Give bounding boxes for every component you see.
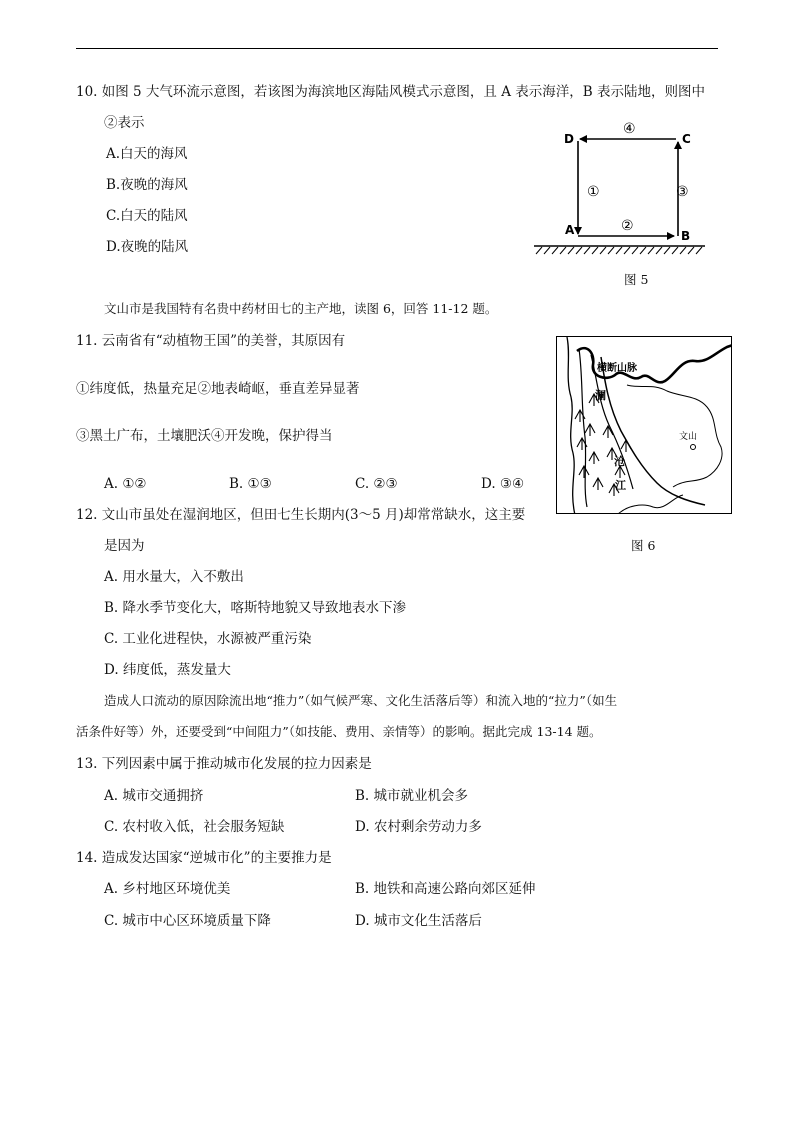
q10-option-c[interactable]: C.白天的陆风 <box>106 208 188 224</box>
q13-option-a[interactable]: A. 城市交通拥挤 <box>104 788 204 804</box>
label-2: ② <box>621 218 634 234</box>
label-c: C <box>682 132 691 146</box>
q11-statement-line1: ①纬度低，热量充足②地表崎岖，垂直差异显著 <box>76 381 360 397</box>
header-rule <box>76 48 718 49</box>
label-3: ③ <box>676 184 689 200</box>
q10-option-a[interactable]: A.白天的海风 <box>106 146 188 162</box>
figure-6-caption: 图 6 <box>631 538 656 553</box>
intro-11-12: 文山市是我国特有名贵中药材田七的主产地，读图 6，回答 11-12 题。 <box>104 301 498 316</box>
q11-stem: 11. 云南省有“动植物王国”的美誉，其原因有 <box>76 333 346 349</box>
q10-option-b[interactable]: B.夜晚的海风 <box>106 177 188 193</box>
label-1: ① <box>587 184 600 200</box>
label-d: D <box>564 132 574 146</box>
q14-option-b[interactable]: B. 地铁和高速公路向郊区延伸 <box>355 881 536 897</box>
q14-option-a[interactable]: A. 乡村地区环境优美 <box>104 881 231 897</box>
q10-option-d[interactable]: D.夜晚的陆风 <box>106 239 189 255</box>
q11-statement-line2: ③黑土广布，土壤肥沃④开发晚，保护得当 <box>76 428 333 444</box>
q12-option-d[interactable]: D. 纬度低，蒸发量大 <box>104 662 231 678</box>
q10-stem-line2: ②表示 <box>104 115 145 131</box>
q14-option-d[interactable]: D. 城市文化生活落后 <box>355 913 482 929</box>
figure-6-map <box>556 336 732 514</box>
figure-5-caption: 图 5 <box>624 272 649 287</box>
q12-option-a[interactable]: A. 用水量大，入不敷出 <box>104 569 244 585</box>
q11-option-a[interactable]: A. ①② <box>104 476 147 492</box>
intro-13-14-line1: 造成人口流动的原因除流出地“推力”（如气候严寒、文化生活落后等）和流入地的“拉力”（如生 <box>104 693 618 708</box>
figure-5-circulation-diagram <box>530 112 715 262</box>
label-b: B <box>681 229 691 243</box>
intro-13-14-line2: 活条件好等）外，还要受到“中间阻力”（如技能、费用、亲情等）的影响。据此完成 13-14 题。 <box>76 724 602 739</box>
q14-stem: 14. 造成发达国家“逆城市化”的主要推力是 <box>76 850 332 866</box>
q13-option-d[interactable]: D. 农村剩余劳动力多 <box>355 819 482 835</box>
label-jiang: 江 <box>615 479 626 492</box>
q10-stem-line1: 10. 如图 5 大气环流示意图，若该图为海滨地区海陆风模式示意图，且 A 表示海洋，B 表示陆地，则图中 <box>76 84 705 100</box>
wenshan-marker <box>691 445 696 450</box>
label-cang: 沧 <box>614 455 625 468</box>
label-lan: 澜 <box>595 389 606 402</box>
border-west <box>567 337 575 514</box>
ridge-west <box>579 349 587 507</box>
label-wenshan: 文山 <box>679 432 698 442</box>
label-hengduan-mountains: 横断山脉 <box>597 363 637 374</box>
q12-stem-line1: 12. 文山市虽处在湿润地区，但田七生长期内(3～5 月)却常常缺水，这主要 <box>76 507 526 523</box>
q12-option-b[interactable]: B. 降水季节变化大，喀斯特地貌又导致地表水下渗 <box>104 600 407 616</box>
q11-option-c[interactable]: C. ②③ <box>355 476 398 492</box>
south-boundary <box>617 495 683 514</box>
q12-option-c[interactable]: C. 工业化进程快，水源被严重污染 <box>104 631 312 647</box>
q12-stem-line2: 是因为 <box>104 538 145 554</box>
q14-option-c[interactable]: C. 城市中心区环境质量下降 <box>104 913 271 929</box>
q13-stem: 13. 下列因素中属于推动城市化发展的拉力因素是 <box>76 756 372 772</box>
q11-option-b[interactable]: B. ①③ <box>229 476 272 492</box>
label-a: A <box>565 223 575 237</box>
province-boundary <box>627 385 722 487</box>
q13-option-b[interactable]: B. 城市就业机会多 <box>355 788 469 804</box>
ground-hatching <box>536 247 702 254</box>
label-4: ④ <box>623 121 636 137</box>
q11-option-d[interactable]: D. ③④ <box>481 476 525 492</box>
q13-option-c[interactable]: C. 农村收入低，社会服务短缺 <box>104 819 285 835</box>
